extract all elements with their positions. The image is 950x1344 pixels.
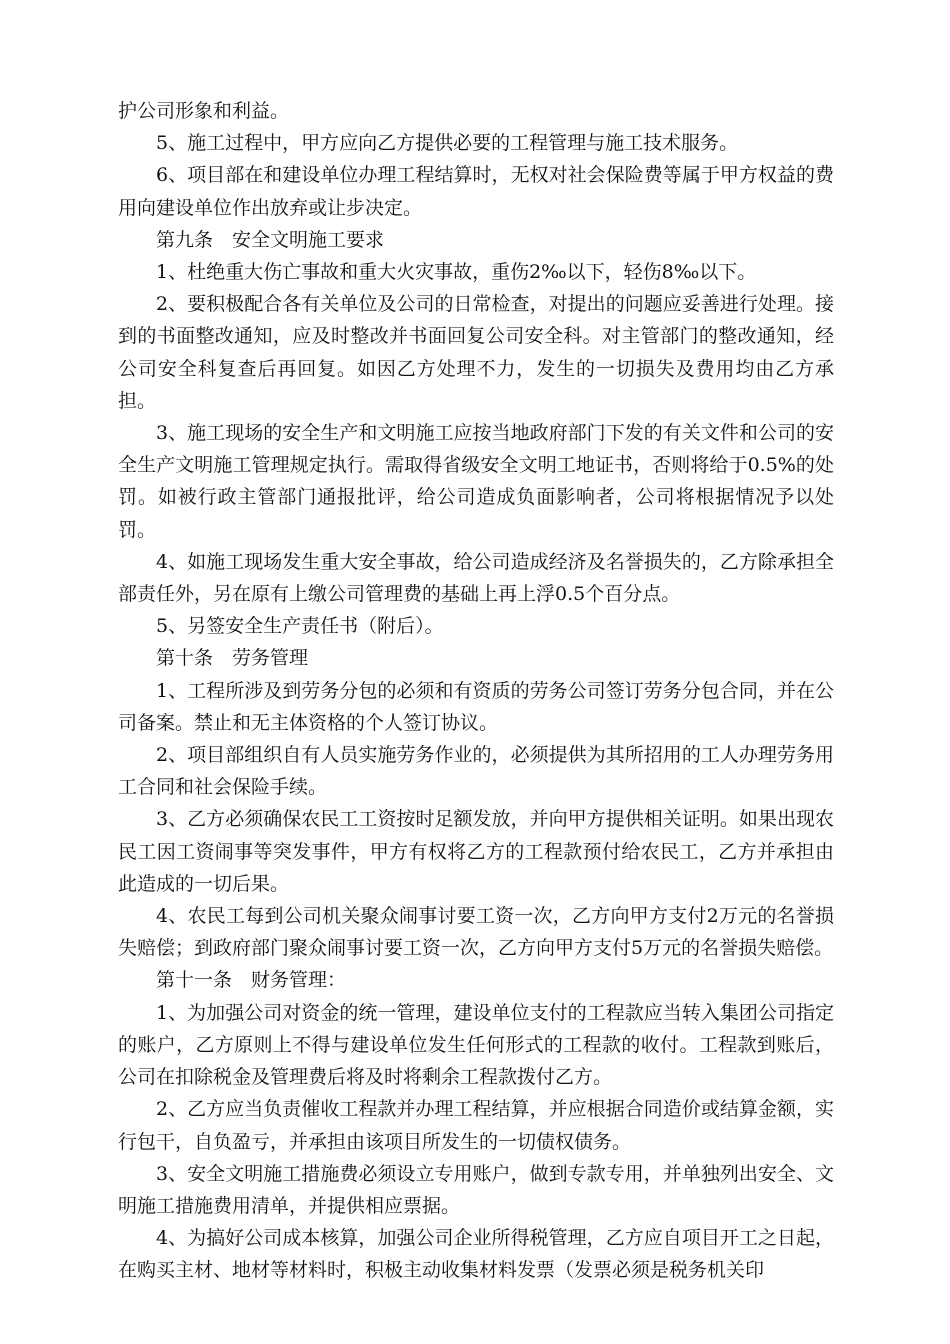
article-11-heading: 第十一条 财务管理： <box>156 969 347 992</box>
paragraph-clause-11-3: 3、安全文明施工措施费必须设立专用账户，做到专款专用，并单独列出安全、文明施工措施费用清单，并提供相应票据。 <box>118 1162 834 1217</box>
paragraph-clause-9-4: 4、如施工现场发生重大安全事故，给公司造成经济及名誉损失的，乙方除承担全部责任外，另在原有上缴公司管理费的基础上再上浮0.5个百分点。 <box>118 550 834 606</box>
article-9-heading: 第九条 安全文明施工要求 <box>156 228 385 251</box>
paragraph-clause-10-4: 4、农民工每到公司机关聚众闹事讨要工资一次，乙方向甲方支付2万元的名誉损失赔偿；到政府部门聚众闹事讨要工资一次，乙方向甲方支付5万元的名誉损失赔偿。 <box>118 905 834 960</box>
paragraph-clause-10-2: 2、项目部组织自有人员实施劳务作业的，必须提供为其所招用的工人办理劳务用工合同和社会保险手续。 <box>118 744 834 799</box>
paragraph-clause-8-5: 5、施工过程中，甲方应向乙方提供必要的工程管理与施工技术服务。 <box>156 132 739 155</box>
paragraph-clause-9-2: 2、要积极配合各有关单位及公司的日常检查，对提出的问题应妥善进行处理。接到的书面整改通知，应及时整改并书面回复公司安全科。对主管部门的整改通知，经公司安全科复查后再回复。如因乙方处理不力，发生的一切损失及费用均由乙方承担。 <box>118 293 834 412</box>
paragraph-clause-9-3: 3、施工现场的安全生产和文明施工应按当地政府部门下发的有关文件和公司的安全生产文明施工管理规定执行。需取得省级安全文明工地证书，否则将给于0.5%的处罚。如被行政主管部门通报批评，给公司造成负面影响者，公司将根据情况予以处罚。 <box>118 422 834 541</box>
paragraph-clause-9-1: 1、杜绝重大伤亡事故和重大火灾事故，重伤2‰以下，轻伤8‰以下。 <box>156 261 757 284</box>
article-10-heading: 第十条 劳务管理 <box>156 647 309 670</box>
paragraph-clause-11-4: 4、为搞好公司成本核算，加强公司企业所得税管理，乙方应自项目开工之日起，在购买主材、地材等材料时，积极主动收集材料发票（发票必须是税务机关印 <box>118 1227 834 1282</box>
paragraph-clause-10-1: 1、工程所涉及到劳务分包的必须和有资质的劳务公司签订劳务分包合同，并在公司备案。禁止和无主体资格的个人签订协议。 <box>118 679 834 734</box>
paragraph-clause-11-1: 1、为加强公司对资金的统一管理，建设单位支付的工程款应当转入集团公司指定的账户，乙方原则上不得与建设单位发生任何形式的工程款的收付。工程款到账后，公司在扣除税金及管理费后将及时将剩余工程款拨付乙方。 <box>118 1001 834 1089</box>
paragraph-continuation: 护公司形象和利益。 <box>118 100 290 122</box>
paragraph-clause-9-5: 5、另签安全生产责任书（附后）。 <box>156 615 444 638</box>
paragraph-clause-10-3: 3、乙方必须确保农民工工资按时足额发放，并向甲方提供相关证明。如果出现农民工因工资闹事等突发事件，甲方有权将乙方的工程款预付给农民工，乙方并承担由此造成的一切后果。 <box>118 808 834 895</box>
paragraph-clause-11-2: 2、乙方应当负责催收工程款并办理工程结算，并应根据合同造价或结算金额，实行包干，自负盈亏，并承担由该项目所发生的一切债权债务。 <box>118 1098 834 1153</box>
paragraph-clause-8-6: 6、项目部在和建设单位办理工程结算时，无权对社会保险费等属于甲方权益的费用向建设单位作出放弃或让步决定。 <box>118 164 834 219</box>
